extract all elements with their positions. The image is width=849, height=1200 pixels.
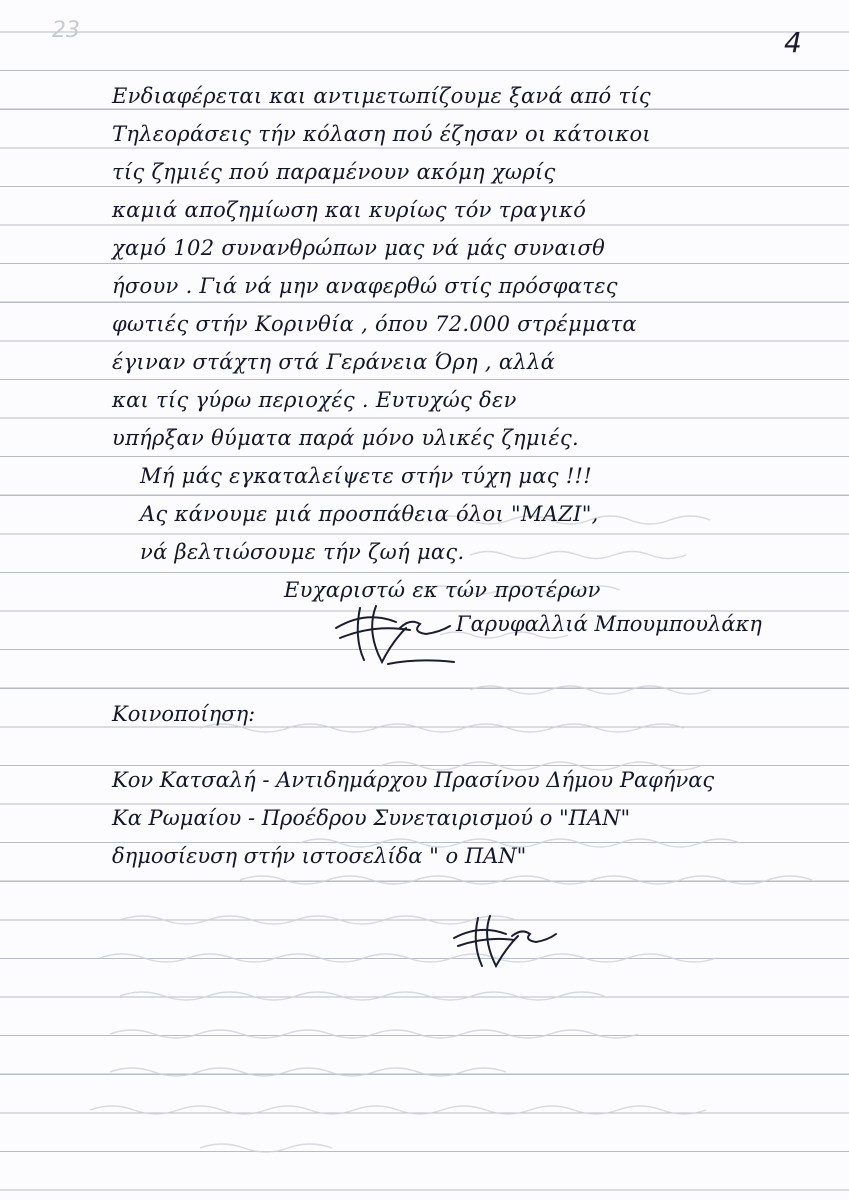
letter-line: και τίς γύρω περιοχές . Ευτυχώς δεν xyxy=(112,388,517,412)
closing-line: νά βελτιώσουμε τήν ζωή μας. xyxy=(140,540,465,564)
letter-line: ήσουν . Γιά νά μην αναφερθώ στίς πρόσφατες xyxy=(112,274,618,298)
letter-line: Τηλεοράσεις τήν κόλαση πού έζησαν οι κάτοικοι xyxy=(112,122,651,146)
letter-line: τίς ζημιές πού παραμένουν ακόμη χωρίς xyxy=(112,160,556,184)
letter-line: υπήρξαν θύματα παρά μόνο υλικές ζημιές. xyxy=(112,426,579,450)
salutation: Ευχαριστώ εκ τών προτέρων xyxy=(284,578,601,602)
closing-line: Μή μάς εγκαταλείψετε στήν τύχη μας !!! xyxy=(140,464,593,488)
handwritten-initials xyxy=(450,910,560,972)
signature-block xyxy=(330,598,790,670)
letter-line: χαμό 102 συνανθρώπων μας νά μάς συναισθ xyxy=(112,236,606,260)
signer-name: Γαρυφαλλιά Μπουμπουλάκη xyxy=(456,612,762,636)
letter-line: φωτιές στήν Κορινθία , όπου 72.000 στρέμματα xyxy=(112,312,637,336)
corner-page-mark: 23 xyxy=(52,18,80,43)
handwritten-signature xyxy=(330,598,460,670)
recipient-item: Κα Ρωμαίου - Προέδρου Συνεταιρισμού ο "ΠΑΝ" xyxy=(112,806,631,830)
recipient-item: Κον Κατσαλή - Αντιδημάρχου Πρασίνου Δήμου Ραφήνας xyxy=(112,768,715,792)
recipient-item: δημοσίευση στήν ιστοσελίδα " ο ΠΑΝ" xyxy=(112,844,527,868)
page-number: 4 xyxy=(784,26,802,59)
letter-line: Ενδιαφέρεται και αντιμετωπίζουμε ξανά από τίς xyxy=(112,84,651,108)
recipients-heading: Κοινοποίηση: xyxy=(112,702,256,726)
letter-line: έγιναν στάχτη στά Γεράνεια Όρη , αλλά xyxy=(112,350,556,374)
letter-line: καμιά αποζημίωση και κυρίως τόν τραγικό xyxy=(112,198,587,222)
closing-line: Ας κάνουμε μιά προσπάθεια όλοι "ΜΑΖΙ", xyxy=(140,502,599,526)
